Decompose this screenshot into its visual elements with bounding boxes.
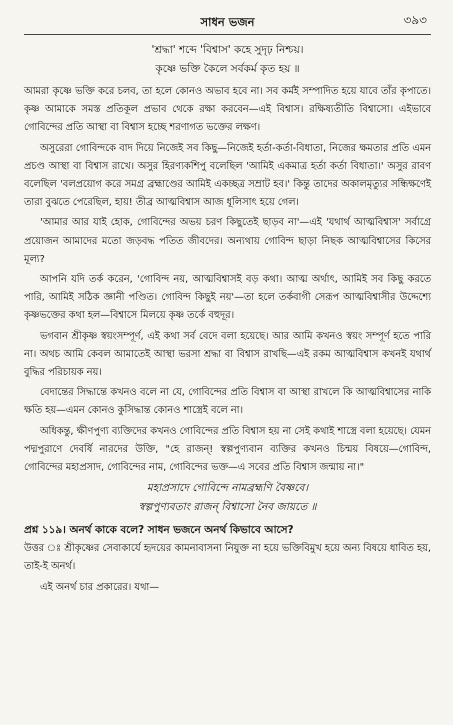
verse-line: মহাপ্রসাদে গোবিন্দে নামব্রহ্মণি বৈষ্ণবে। (146, 482, 309, 495)
paragraph: অধিকন্তু, ক্ষীণপুণ্য ব্যক্তিদের কখনও গোবিন্দের প্রতি বিশ্বাস হয় না সেই কথাই শাস্ত্রে বলা হয়েছে। যেমন পদ্মপুরাণে দেবর্ষি নারদের উক্তি, "হে রাজন্! স্বল্পপুণ্যবান ব্যক্তির কখনও চিন্ময় বিষয়ে—গোবিন্দ, গোবিন্দের মহাপ্রসাদ, গোবিন্দের নাম, গোবিন্দের ভক্ত—এ সবের প্রতি বিশ্বাস জন্মায় না।" (24, 425, 431, 474)
page-header (24, 8, 431, 34)
verse-line: স্বল্পপুণ্যবতাং রাজন্ বিশ্বাসো নৈব জায়তে ॥ (138, 501, 317, 514)
closing-verse (24, 479, 431, 517)
chapter-title: সাধন ভজন (200, 15, 255, 29)
page-number: ৩৯৩ (403, 13, 427, 27)
body-text (24, 83, 431, 477)
verse-line: কৃষ্ণে ভক্তি কৈলে সর্বকর্ম কৃত হয় ॥ (155, 63, 300, 75)
opening-verse (24, 41, 431, 79)
question-heading: প্রশ্ন ১১৯। অনর্থ কাকে বলে? সাধন ভজনে অনর্থ কিভাবে আসে? (24, 524, 294, 537)
paragraph: আপনি যদি তর্ক করেন, 'গোবিন্দ নয়, আত্মবিশ্বাসই বড় কথা। আত্ম অর্থাৎ, আমিই সব কিছু করতে পারি, আমিই সঠিক জ্ঞানী পণ্ডিত। গোবিন্দ কিছুই নয়'—তা হলে তর্কবাগী সেরূপ আত্মবিশ্বাসীর উদ্দেশ্যে কৃষ্ণভক্তের কথা হল—বিশ্বাসে মিলয়ে কৃষ্ণ তর্কে বহুদূর। (24, 274, 431, 322)
header-rule (24, 34, 431, 35)
paragraph: অসুরেরা গোবিন্দকে বাদ দিয়ে নিজেই সব কিছু—নিজেই হর্তা-কর্তা-বিধাতা, নিজের ক্ষমতার প্রতি এমন প্রচণ্ড আস্থা বা বিশ্বাস রাখে। অসুর হিরণ্যকশিপু বলেছিল 'আমিই একমাত্র হর্তা কর্তা বিধাতা।' অসুর রাবণ বলেছিল 'বলপ্রয়োগ করে সমগ্র ব্রহ্মাণ্ডের আমিই একচ্ছত্র সম্রাট হব।' কিন্তু তাদের অকালমৃত্যুর সন্ধিক্ষণেই তারা বুঝতে পেরেছিল, হায়! তীব্র আত্মবিশ্বাস আজ ধূলিসাৎ হয়ে গেল। (24, 142, 431, 209)
paragraph: 'আমার আর যাই হোক, গোবিন্দের অভয় চরণ কিছুতেই ছাড়ব না'—এই 'যথার্থ আত্মবিশ্বাস' সর্বাগ্রে প্রয়োজন আমাদের মতো জড়বদ্ধ পতিত জীবদের। অন্যথায় গোবিন্দ ছাড়া নিছক আত্মবিশ্বাসের কিসের মূল্য? (24, 217, 431, 265)
answer-paragraph: উত্তর ঃ শ্রীকৃষ্ণের সেবাকার্যে হৃদয়ের কামনাবাসনা নিযুক্ত না হয়ে ভক্তিবিমুখ হয়ে অন্য বিষয়ে ধাবিত হয়, তাই-ই অনর্থ। (24, 543, 431, 573)
final-line: এই অনর্থ চার প্রকারের। যথা— (40, 581, 160, 593)
verse-line: 'শ্রদ্ধা' শব্দে 'বিশ্বাস' কহে সুদৃঢ় নিশ্চয়। (151, 44, 304, 56)
paragraph: আমরা কৃষ্ণে ভক্তি করে চলব, তা হলে কোনও অভাব হবে না। সব কর্মই সম্পাদিত হয়ে যাবে তাঁর কৃপাতে। কৃষ্ণ আমাকে সমস্ত প্রতিকূল প্রভাব থেকে রক্ষা করবেন—এই বিশ্বাস। রক্ষিষ্যতীতি বিশ্বাসো। এইভাবে গোবিন্দের প্রতি আস্থা বা বিশ্বাস হচ্ছে শরণাগত ভক্তের লক্ষণ। (24, 86, 431, 134)
paragraph: ভগবান শ্রীকৃষ্ণ স্বয়ংসম্পূর্ণ, এই কথা সর্ব বেদে বলা হয়েছে। আর আমি কখনও স্বয়ং সম্পূর্ণ হতে পারি না। অথচ আমি কেবল আমাতেই আস্থা ভরসা শ্রদ্ধা বা বিশ্বাস রাখছি—এই রকম আত্মবিশ্বাস কখনই যথার্থ বুদ্ধির পরিচায়ক নয়। (24, 330, 431, 379)
paragraph: বেদান্তের সিদ্ধান্তে কখনও বলে না যে, গোবিন্দের প্রতি বিশ্বাস বা আস্থা রাখলে কি আত্মবিশ্বাসের নাকি ক্ষতি হয়—এমন কোনও কুসিদ্ধান্ত কোনও শাস্ত্রেই বলে না। (24, 387, 431, 417)
